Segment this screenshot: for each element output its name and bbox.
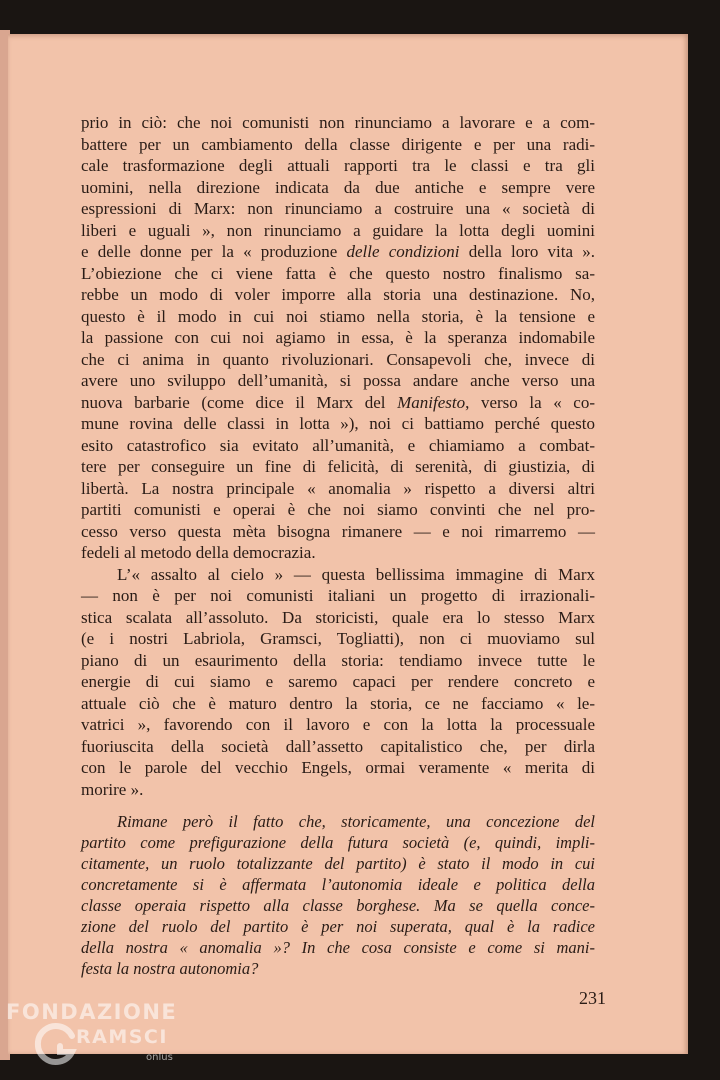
body-line: attuale ciò che è maturo dentro la storia, ce ne facciamo « le- — [81, 693, 595, 713]
body-line: espressioni di Marx: non rinunciamo a costruire una « società di — [81, 199, 595, 218]
body-line: liberi e uguali », non rinunciamo a guidare la lotta degli uomini — [81, 220, 595, 240]
question-line: Rimane però il fatto che, storicamente, una concezione del — [117, 812, 595, 831]
body-line: piano di un esaurimento della storia: tendiamo invece tutte le — [81, 650, 595, 670]
body-line: — non è per noi comunisti italiani un progetto di irrazionali- — [81, 586, 595, 605]
book-page — [8, 34, 688, 1054]
body-line: cale trasformazione degli attuali rapporti tra le classi e tra gli — [81, 156, 595, 175]
question-line: classe operaia rispetto alla classe borghese. Ma se quella conce- — [81, 896, 595, 915]
body-line: questo è il modo in cui noi stiamo nella storia, è la tensione e — [81, 306, 595, 326]
body-text — [81, 112, 595, 800]
body-line: esito catastrofico sia evitato all’umanità, e chiamiamo a combat- — [81, 435, 595, 455]
body-line: (e i nostri Labriola, Gramsci, Togliatti), non ci muoviamo sul — [81, 629, 595, 648]
watermark-text-fondazione: FONDAZIONE — [6, 1000, 178, 1024]
body-line: libertà. La nostra principale « anomalia » rispetto a diversi altri — [81, 478, 595, 498]
body-line: fedeli al metodo della democrazia. — [81, 543, 316, 562]
body-line: L’« assalto al cielo » — questa bellissima immagine di Marx — [117, 564, 595, 584]
body-line: nuova barbarie (come dice il Marx del Manifesto, verso la « co- — [81, 392, 595, 412]
body-line: mune rovina delle classi in lotta »), noi ci battiamo perché questo — [81, 414, 595, 433]
body-line: L’obiezione che ci viene fatta è che questo nostro finalismo sa- — [81, 263, 595, 283]
question-line: festa la nostra autonomia? — [81, 959, 259, 978]
watermark-logo-icon — [34, 1022, 78, 1066]
body-line: che ci anima in quanto rivoluzionari. Consapevoli che, invece di — [81, 349, 595, 369]
question-line: zione del ruolo del partito è per noi superata, qual è la radice — [81, 917, 595, 936]
body-line: uomini, nella direzione indicata da due antiche e sempre vere — [81, 177, 595, 197]
body-line: e delle donne per la « produzione delle condizioni della loro vita ». — [81, 242, 596, 261]
body-line: rebbe un modo di voler imporre alla storia una destinazione. No, — [81, 285, 595, 304]
question-line: partito come prefigurazione della futura società (e, quindi, impli- — [81, 833, 595, 852]
watermark-text-onlus: onlus — [146, 1052, 173, 1063]
question-line: della nostra « anomalia »? In che cosa consiste e come si mani- — [81, 938, 595, 957]
fondazione-gramsci-watermark — [4, 996, 194, 1076]
body-line: cesso verso questa mèta bisogna rimanere — e noi rimarremo — — [81, 521, 595, 541]
body-line: battere per un cambiamento della classe dirigente e per una radi- — [81, 134, 595, 154]
body-line: prio in ciò: che noi comunisti non rinunciamo a lavorare e a com- — [81, 113, 595, 132]
body-line: partiti comunisti e operai è che noi siamo convinti che nel pro- — [81, 500, 595, 519]
body-line: energie di cui siamo e saremo capaci per rendere concreto e — [81, 672, 595, 691]
interview-question — [81, 811, 595, 979]
body-line: stica scalata all’assoluto. Da storicisti, quale era lo stesso Marx — [81, 607, 595, 627]
body-line: con le parole del vecchio Engels, ormai veramente « merita di — [81, 758, 595, 777]
watermark-text-gramsci: RAMSCI — [76, 1026, 168, 1048]
body-line: la passione con cui noi agiamo in essa, è la speranza indomabile — [81, 328, 595, 347]
body-line: avere uno sviluppo dell’umanità, si possa andare anche verso una — [81, 371, 595, 390]
body-line: vatrici », favorendo con il lavoro e con la lotta la processuale — [81, 715, 595, 734]
body-line: morire ». — [81, 779, 144, 799]
body-line: fuoriuscita della società dall’assetto capitalistico che, per dirla — [81, 736, 595, 756]
body-line: tere per conseguire un fine di felicità, di serenità, di giustizia, di — [81, 457, 595, 476]
page-number: 231 — [579, 988, 606, 1008]
question-line: citamente, un ruolo totalizzante del partito) è stato il modo in cui — [81, 854, 595, 873]
question-line: concretamente si è affermata l’autonomia ideale e politica della — [81, 875, 595, 894]
